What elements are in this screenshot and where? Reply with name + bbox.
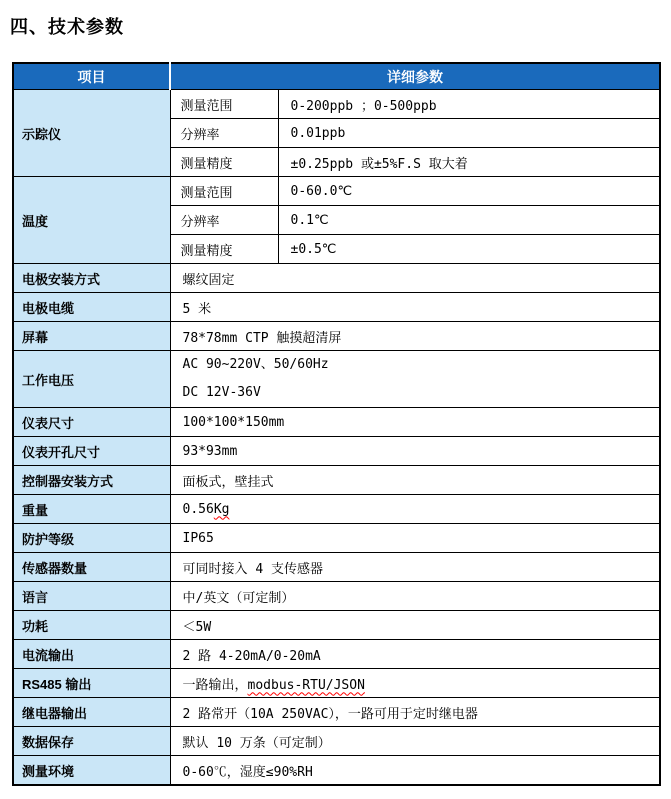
table-row <box>13 495 660 524</box>
row-value-cell: 默认 10 万条（可定制） <box>170 727 660 756</box>
row-label-cell: 控制器安装方式 <box>13 466 170 495</box>
row-label-cell: 仪表尺寸 <box>13 408 170 437</box>
param-value-cell: 0.01ppb <box>278 119 660 148</box>
param-name-cell: 测量范围 <box>170 90 278 119</box>
row-value-cell: 螺纹固定 <box>170 264 660 293</box>
row-value-cell: 93*93mm <box>170 437 660 466</box>
table-row <box>13 322 660 351</box>
param-name-cell: 测量精度 <box>170 148 278 177</box>
row-value-cell: ＜5W <box>170 611 660 640</box>
misspelled-text: modbus-RTU/JSON <box>247 677 365 693</box>
row-label-cell: 传感器数量 <box>13 553 170 582</box>
value-line: AC 90~220V、50/60Hz <box>182 357 329 372</box>
row-value-cell <box>170 495 660 524</box>
table-row <box>13 582 660 611</box>
table-row <box>13 177 660 206</box>
param-name-cell: 测量精度 <box>170 235 278 264</box>
row-value-cell: 0-60℃，湿度≤90%RH <box>170 756 660 786</box>
misspelled-text: Kg <box>213 501 230 517</box>
row-label-cell: 继电器输出 <box>13 698 170 727</box>
row-label-cell: 电极电缆 <box>13 293 170 322</box>
row-value-cell: 5 米 <box>170 293 660 322</box>
header-row <box>13 63 660 90</box>
param-value-cell: 0.1℃ <box>278 206 660 235</box>
row-value-cell: 面板式，壁挂式 <box>170 466 660 495</box>
row-value-cell: 78*78mm CTP 触摸超清屏 <box>170 322 660 351</box>
row-value-cell: 100*100*150mm <box>170 408 660 437</box>
row-label-cell: 数据保存 <box>13 727 170 756</box>
table-row <box>13 698 660 727</box>
row-value-cell: 可同时接入 4 支传感器 <box>170 553 660 582</box>
header-cell-item: 项目 <box>13 63 170 90</box>
table-row <box>13 640 660 669</box>
row-label-cell: 功耗 <box>13 611 170 640</box>
value-line: DC 12V-36V <box>182 385 261 400</box>
table-row <box>13 466 660 495</box>
table-row <box>13 437 660 466</box>
row-value-cell: 2 路常开（10A 250VAC），一路可用于定时继电器 <box>170 698 660 727</box>
group-label-cell: 示踪仪 <box>13 90 170 177</box>
row-label-cell: 工作电压 <box>13 351 170 408</box>
param-name-cell: 测量范围 <box>170 177 278 206</box>
page-title: 四、技术参数 <box>10 17 124 37</box>
row-value-cell <box>170 669 660 698</box>
row-value-cell: 2 路 4-20mA/0-20mA <box>170 640 660 669</box>
row-label-cell: 测量环境 <box>13 756 170 786</box>
param-value-cell: 0-200ppb ；0-500ppb <box>278 90 660 119</box>
table-row <box>13 408 660 437</box>
row-value-cell: 中/英文（可定制） <box>170 582 660 611</box>
table-row <box>13 756 660 786</box>
param-name-cell: 分辨率 <box>170 206 278 235</box>
table-row <box>13 351 660 408</box>
param-value-cell: ±0.25ppb 或±5%F.S 取大着 <box>278 148 660 177</box>
param-value-cell: ±0.5℃ <box>278 235 660 264</box>
table-row <box>13 611 660 640</box>
header-cell-detail: 详细参数 <box>170 63 660 90</box>
table-row <box>13 553 660 582</box>
table-row <box>13 669 660 698</box>
group-label-cell: 温度 <box>13 177 170 264</box>
table-row <box>13 264 660 293</box>
param-value-cell: 0-60.0℃ <box>278 177 660 206</box>
row-label-cell: 防护等级 <box>13 524 170 553</box>
row-label-cell: 重量 <box>13 495 170 524</box>
table-row <box>13 727 660 756</box>
spec-table-header <box>13 63 660 90</box>
row-value-cell <box>170 351 660 408</box>
value-text: 一路输出， <box>182 677 248 693</box>
spec-table-body <box>13 90 660 786</box>
row-label-cell: 仪表开孔尺寸 <box>13 437 170 466</box>
row-label-cell: 电极安装方式 <box>13 264 170 293</box>
value-text: 0.56 <box>182 501 214 517</box>
row-value-cell: IP65 <box>170 524 660 553</box>
row-label-cell: RS485 输出 <box>13 669 170 698</box>
param-name-cell: 分辨率 <box>170 119 278 148</box>
row-label-cell: 电流输出 <box>13 640 170 669</box>
row-label-cell: 语言 <box>13 582 170 611</box>
table-row <box>13 524 660 553</box>
table-row <box>13 90 660 119</box>
row-label-cell: 屏幕 <box>13 322 170 351</box>
table-row <box>13 293 660 322</box>
spec-table <box>12 62 661 786</box>
